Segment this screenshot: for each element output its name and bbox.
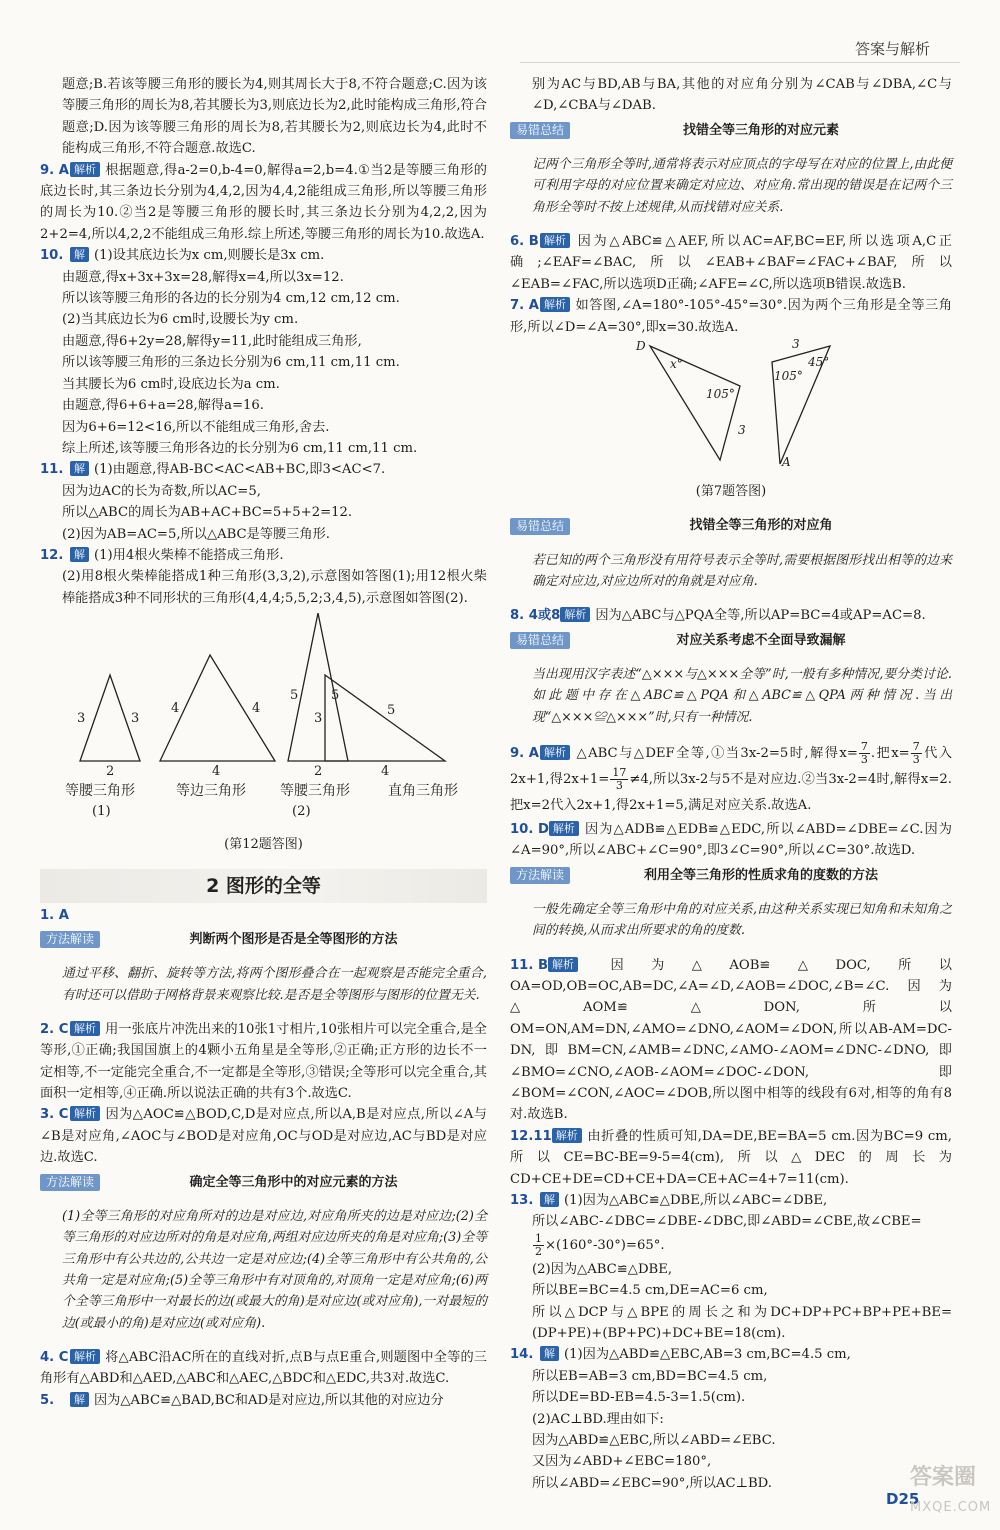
denominator: 3 — [860, 752, 868, 766]
s9-text: 代入2x+1,得2x+1= — [510, 745, 953, 787]
analysis-tag: 解析 — [70, 162, 100, 177]
s4 — [40, 1347, 487, 1390]
s13-number: 13. — [510, 1193, 534, 1208]
numerator: 7 — [860, 739, 868, 753]
q10-line: 因为6+6=12<16,所以不能组成三角形,舍去. — [62, 419, 330, 435]
solution-tag: 解 — [70, 547, 89, 562]
fig12-label: 3 — [314, 711, 323, 727]
s9-text: .把x= — [870, 745, 910, 761]
fig7-label: 105° — [774, 369, 803, 384]
denominator: 3 — [912, 752, 920, 766]
solution-tag: 解 — [70, 461, 89, 476]
right-column — [510, 74, 952, 1494]
q10-line: 当其腰长为6 cm时,设底边长为a cm. — [62, 376, 280, 392]
q12 — [40, 545, 487, 609]
triangle-name: 等腰三角形 — [65, 783, 135, 800]
analysis-tag: 解析 — [560, 607, 590, 622]
q10-line: 由题意,得6+2y=28,解得y=11,此时能组成三角形, — [62, 333, 362, 349]
s14-line: 又因为∠ABD+∠EBC=180°, — [532, 1454, 712, 1470]
q10 — [40, 245, 487, 459]
s10-number: 10. D — [510, 821, 549, 837]
s13-line: (1)因为△ABC≌△DBE,所以∠ABC=∠DBE, — [564, 1193, 828, 1208]
fig12-label: 4 — [252, 701, 261, 717]
q11-line: (1)由题意,得AB-BC<AC<AB+BC,即3<AC<7. — [94, 462, 386, 478]
s11-text: 因为△AOB≌△DOC,所以OA=OD,OB=OC,AB=DC,∠A=∠D,∠AOB=∠DOC,∠B=∠C.因为△AOM≌△DON,所以OM=ON,AM=DN,∠AMO=∠DNO,∠AOM=∠DON,所以AB-AM=DC-DN,即BM=CN,∠AMB=∠DNC,∠AMO-∠AOM=∠DNC-∠DNO,即∠BMO=∠CNO,∠AOB-∠AOM=∠DOC-∠DON,即∠BOM=∠CON,∠AOC=∠DOB,所以图中相等的线段有6对,相等的角有8对.故选B. — [510, 957, 952, 1123]
box-body: 记两个三角形全等时,通常将表示对应顶点的字母写在对应的位置上,由此便可利用字母的对应位置来确定对应边、对应角.常出现的错误是在记两个三角形全等时不按上述规律,从而找错对应关系. — [532, 157, 952, 215]
s5-text: 因为△ABC≌△BAD,BC和AD是对应边,所以其他的对应边分 — [94, 1392, 444, 1408]
s14 — [510, 1344, 952, 1494]
fig12-label: 3 — [131, 711, 140, 727]
fraction — [911, 741, 922, 766]
fig12-caption: (第12题答图) — [224, 837, 303, 853]
header-title: 答案与解析 — [854, 40, 930, 58]
s14-line: 因为△ABD≌△EBC,所以∠ABD=∠EBC. — [532, 1433, 776, 1449]
fig12-sub: (1) — [92, 804, 111, 820]
fig7-label: 3 — [738, 423, 746, 438]
s9-text: △ABC与△DEF全等,①当3x-2=5时,解得x= — [575, 745, 858, 761]
isosceles-triangle-2 — [288, 613, 348, 761]
watermark-url: MXQE.COM — [910, 1500, 992, 1515]
s14-line: (1)因为△ABD≌△EBC,AB=3 cm,BC=4.5 cm, — [564, 1347, 851, 1363]
s6-text: 因为△ABC≌△AEF,所以AC=AF,BC=EF,所以选项A,C正确;∠EAF=∠BAC,所以∠EAB+∠BAF=∠FAC+∠BAF,所以∠EAB=∠FAC,所以选项D正确;∠AFE=∠C,所以选项B错误.故选B. — [510, 234, 952, 292]
left-column — [40, 74, 487, 1411]
analysis-tag: 解析 — [70, 1021, 100, 1036]
fraction — [859, 741, 870, 766]
q10-line: 所以该等腰三角形的各边的长分别为4 cm,12 cm,12 cm. — [62, 291, 400, 307]
s3-text: 因为△AOC≌△BOD,C,D是对应点,所以A,B是对应点,所以∠A与∠B是对应角,∠AOC与∠BOD是对应角,OC与OD是对应边,AC与BD是对应边.故选C. — [40, 1107, 487, 1166]
s8 — [510, 605, 952, 626]
box-title: 利用全等三角形的性质求角的度数的方法 — [644, 867, 879, 883]
q10-line: 所以该等腰三角形的三条边长分别为6 cm,11 cm,11 cm. — [62, 355, 400, 371]
box-title: 对应关系考虑不全面导致漏解 — [676, 632, 846, 648]
right-triangle — [325, 675, 445, 761]
q12-number: 12. — [40, 547, 64, 563]
error-box — [510, 630, 952, 728]
box-label: 易错总结 — [510, 632, 570, 649]
watermark-logo: 答案圈 — [910, 1465, 977, 1490]
box-label: 方法解读 — [510, 867, 570, 884]
s14-line: 所以∠ABD=∠EBC=90°,所以AC⊥BD. — [532, 1475, 772, 1491]
s4-number: 4. C — [40, 1350, 69, 1366]
s13-text: ×(160°-30°)=65°. — [545, 1237, 665, 1253]
error-box — [510, 515, 952, 592]
q9-number: 9. A — [40, 162, 69, 178]
s12-text: 由折叠的性质可知,DA=DE,BE=BA=5 cm.因为BC=9 cm,所以CE=BC-BE=9-5=4(cm),所以△DEC的周长为CD+CE+DE=CD+CE+DA=CE+AC=4+7=11(cm). — [510, 1128, 952, 1187]
s13-line: 所以△DCP与△BPE的周长之和为DC+DP+PC+BP+PE+BE=(DP+PE)+(BP+PC)+DC+BE=18(cm). — [532, 1304, 952, 1342]
numerator: 17 — [612, 765, 627, 779]
section-title: 2 图形的全等 — [40, 869, 487, 903]
fig12-label: 2 — [314, 764, 323, 780]
box-label: 易错总结 — [510, 122, 570, 139]
s5 — [40, 1390, 487, 1411]
triangle-def — [650, 346, 740, 460]
solution-tag: 解 — [540, 1346, 559, 1361]
fig12-label: 4 — [212, 764, 221, 780]
numerator: 7 — [912, 739, 920, 753]
fig12-label: 5 — [387, 703, 396, 719]
q8-continued: 题意;B.若该等腰三角形的腰长为4,则其周长大于8,不符合题意;C.因为该等腰三角形的周长为8,若其腰长为3,则底边长为2,此时能构成三角形,符合题意;D.因为该等腰三角形的周长为8,若其腰长为2,则底边长为4,此时不能构成三角形,不符合题意.故选C. — [62, 77, 487, 157]
s7-number: 7. A — [510, 298, 539, 314]
solution-tag: 解 — [540, 1192, 559, 1207]
q10-line: (1)设其底边长为x cm,则腰长是3x cm. — [94, 248, 325, 264]
method-box — [510, 865, 952, 942]
fig7-label: 105° — [706, 387, 735, 402]
s5-continued: 别为AC与BD,AB与BA,其他的对应角分别为∠CAB与∠DBA,∠C与∠D,∠CBA与∠DAB. — [532, 77, 952, 114]
fig7-label: A — [782, 455, 791, 469]
fraction — [610, 767, 628, 792]
q12-line: (1)用4根火柴棒不能搭成三角形. — [94, 547, 284, 563]
q10-line: 由题意,得x+3x+3x=28,解得x=4,所以3x=12. — [62, 269, 344, 285]
s10-text: 因为△ADB≌△EDB≌△EDC,所以∠ABD=∠DBE=∠C.因为∠A=90°,所以∠ABC+∠C=90°,即3∠C=90°,所以∠C=30°.故选D. — [510, 821, 952, 859]
s3 — [40, 1104, 487, 1168]
box-body: 一般先确定全等三角形中角的对应关系,由这种关系实现已知角和未知角之间的转换,从而求出所要求的角的度数. — [532, 901, 952, 939]
congruent-triangles-figure — [510, 338, 952, 468]
analysis-tag: 解析 — [540, 297, 570, 312]
analysis-tag: 解析 — [70, 1106, 100, 1121]
s9-text: ≠4,所以3x-2与5不是对应边.②当3x-2=4时,解得x=2.把x=2代入2x+1,得2x+1=5,满足对应关系.故选A. — [510, 771, 952, 813]
error-box — [510, 120, 952, 218]
page-number: D25 — [886, 1490, 920, 1508]
analysis-tag: 解析 — [70, 1349, 100, 1364]
s13-line: (2)因为△ABC≌△DBE, — [532, 1261, 673, 1277]
fig12-label: 4 — [381, 764, 390, 780]
solution-tag: 解 — [70, 247, 89, 262]
s1-number: 1. A — [40, 907, 69, 923]
fig7-label: 45° — [808, 355, 830, 370]
q11-number: 11. — [40, 462, 64, 478]
fig12-label: 5 — [331, 688, 340, 704]
fraction — [533, 1233, 544, 1258]
box-label: 方法解读 — [40, 931, 100, 948]
s14-line: (2)AC⊥BD.理由如下: — [532, 1411, 664, 1427]
s13-line: 所以∠ABC-∠DBC=∠DBE-∠DBC,即∠ABD=∠CBE,故∠CBE= — [532, 1214, 922, 1230]
s2-text: 用一张底片冲洗出来的10张1寸相片,10张相片可以完全重合,是全等形,①正确;我国国旗上的4颗小五角星是全等形,②正确;正方形的边长不一定相等,不一定能完全重合,不一定都是全等形,③错误;全等形可以完全重合,其面积一定相等,④正确.所以说法正确的共有3个.故选C. — [40, 1021, 487, 1101]
s7 — [510, 295, 952, 338]
q11-line: 因为边AC的长为奇数,所以AC=5, — [62, 483, 261, 499]
fig7-label: 3 — [792, 338, 800, 352]
s13-line: 所以BE=BC=4.5 cm,DE=AC=6 cm, — [532, 1283, 768, 1299]
triangle-name: 等腰三角形 — [280, 783, 350, 800]
q10-line: 综上所述,该等腰三角形各边的长分别为6 cm,11 cm,11 cm. — [62, 440, 418, 456]
analysis-tag: 解析 — [540, 745, 570, 760]
box-title: 找错全等三角形的对应元素 — [683, 122, 840, 138]
box-label: 方法解读 — [40, 1174, 100, 1191]
fig12-label: 4 — [171, 701, 180, 717]
s3-number: 3. C — [40, 1107, 69, 1123]
s14-line: 所以DE=BD-EB=4.5-3=1.5(cm). — [532, 1390, 746, 1406]
box-body: 当出现用汉字表述“△×××与△×××全等”时,一般有多种情况,要分类讨论.如此题中存在△ABC≌△PQA和△ABC≌△QPA两种情况.当出现“△×××≌△×××”时,只有一种情况. — [532, 666, 952, 725]
method-box — [40, 929, 487, 1006]
s12-number: 12.11 — [510, 1128, 552, 1144]
s9 — [510, 741, 952, 819]
q11-line: 所以△ABC的周长为AB+AC+BC=5+5+2=12. — [62, 505, 353, 521]
q9 — [40, 160, 487, 246]
solution-tag: 解 — [70, 1392, 89, 1407]
triangle-name: 直角三角形 — [388, 783, 458, 800]
fig12-label: 2 — [106, 764, 115, 780]
s12 — [510, 1126, 952, 1190]
q12-line: (2)用8根火柴棒能搭成1种三角形(3,3,2),示意图如答图(1);用12根火柴棒能搭成3种不同形状的三角形(4,4,4;5,5,2;3,4,5),示意图如答图(2). — [62, 569, 487, 606]
s10 — [510, 819, 952, 862]
analysis-tag: 解析 — [548, 957, 578, 972]
numerator: 1 — [535, 1231, 542, 1245]
s11-number: 11. B — [510, 957, 549, 973]
s8-number: 8. 4或8 — [510, 608, 561, 624]
fig7-caption: (第7题答图) — [695, 484, 767, 500]
s7-text: 如答图,∠A=180°-105°-45°=30°.因为两个三角形是全等三角形,所以∠D=∠A=30°,即x=30.故选A. — [510, 298, 952, 335]
box-body: 通过平移、翻折、旋转等方法,将两个图形叠合在一起观察是否能完全重合,有时还可以借助于网格背景来观察比较.是否是全等图形与图形的位置无关. — [62, 966, 487, 1003]
box-body: (1)全等三角形的对应角所对的边是对应边,对应角所夹的边是对应边;(2)全等三角形的对应边所对的角是对应角,两组对应边所夹的角是对应角;(3)全等三角形中有公共边的,公共边一定是对应边;(4)全等三角形中有公共角的,公共角一定是对应角;(5)全等三角形中有对顶角的,对顶角一定是对应角;(6)两个全等三角形中一对最长的边(或最大的角)是对应边(或对应角),一对最短的边(或最小的角)是对应边(或对应角). — [62, 1208, 487, 1331]
s9-number: 9. A — [510, 745, 539, 761]
s2 — [40, 1019, 487, 1105]
q11 — [40, 459, 487, 545]
denominator: 3 — [615, 778, 623, 792]
s5-number: 5. — [40, 1392, 55, 1408]
triangles-figure — [40, 613, 487, 803]
fig12-sub: (2) — [292, 804, 311, 820]
box-title: 判断两个图形是否是全等图形的方法 — [189, 931, 398, 947]
s14-line: 所以EB=AB=3 cm,BD=BC=4.5 cm, — [532, 1368, 768, 1384]
s14-number: 14. — [510, 1347, 534, 1363]
box-body: 若已知的两个三角形没有用符号表示全等时,需要根据图形找出相等的边来确定对应边,对应边所对的角就是对应角. — [532, 552, 952, 590]
q10-number: 10. — [40, 248, 64, 264]
s11 — [510, 955, 952, 1126]
method-box — [40, 1172, 487, 1335]
fig7-label: D — [636, 339, 646, 354]
analysis-tag: 解析 — [540, 233, 570, 248]
triangle-name: 等边三角形 — [176, 783, 246, 800]
analysis-tag: 解析 — [549, 821, 579, 836]
s13 — [510, 1190, 952, 1344]
box-title: 确定全等三角形中的对应元素的方法 — [189, 1174, 398, 1190]
q11-line: (2)因为AB=AC=5,所以△ABC是等腰三角形. — [62, 526, 330, 542]
q10-line: 由题意,得6+6+a=28,解得a=16. — [62, 398, 264, 414]
box-label: 易错总结 — [510, 518, 570, 535]
s13-line — [510, 1233, 952, 1259]
header-divider — [520, 62, 960, 63]
s4-text: 将△ABC沿AC所在的直线对折,点B与点E重合,则题图中全等的三角形有△ABD和△AED,△ABC和△AEC,△BDC和△EDC,共3对.故选C. — [40, 1350, 487, 1387]
s2-number: 2. C — [40, 1021, 69, 1037]
s6-number: 6. B — [510, 234, 539, 250]
denominator: 2 — [535, 1244, 542, 1258]
fig7-label: x° — [670, 357, 683, 372]
box-title: 找错全等三角形的对应角 — [689, 518, 833, 534]
s8-text: 因为△ABC与△PQA全等,所以AP=BC=4或AP=AC=8. — [595, 608, 926, 624]
s6 — [510, 231, 952, 295]
analysis-tag: 解析 — [552, 1128, 582, 1143]
fig12-label: 5 — [290, 688, 299, 704]
fig12-sub-labels — [40, 801, 487, 821]
fig12-label: 3 — [77, 711, 86, 727]
q10-line: (2)当其底边长为6 cm时,设腰长为y cm. — [62, 312, 299, 328]
q9-text: 根据题意,得a-2=0,b-4=0,解得a=2,b=4.①当2是等腰三角形的底边长时,其三条边长分别为4,4,2,因为4,4,2能组成三角形,所以等腰三角形的周长为10.②当2是等腰三角形的腰长时,其三条边长分别为4,2,2,因为2+2=4,所以4,2,2不能组成三角形.综上所述,等腰三角形的周长为10.故选A. — [40, 162, 487, 242]
